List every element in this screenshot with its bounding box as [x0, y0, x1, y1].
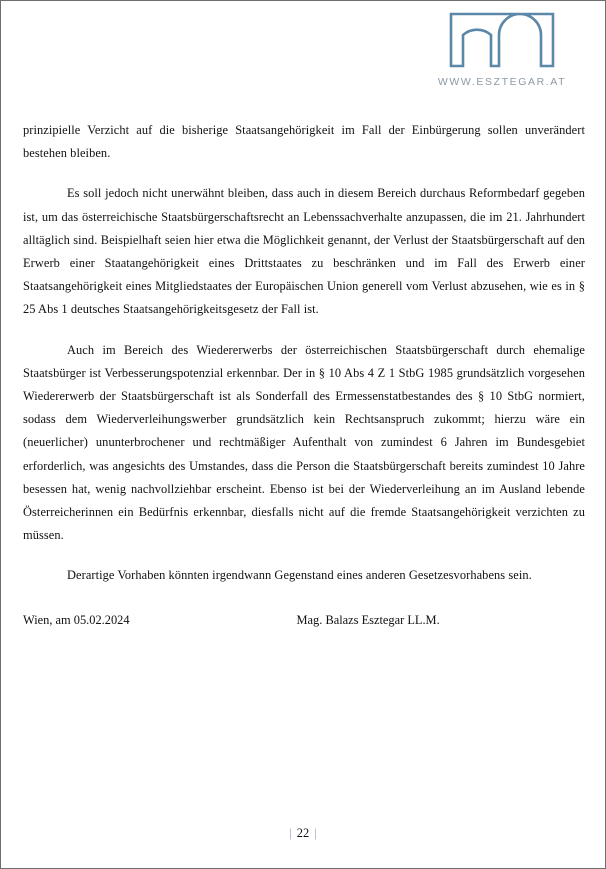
- body-paragraph-4: Derartige Vorhaben könnten irgendwann Gegenstand eines anderen Gesetzesvorhabens sein.: [67, 568, 532, 583]
- letterhead: [417, 11, 587, 88]
- page-footer: [1, 826, 605, 841]
- page-number: 22: [296, 826, 310, 840]
- body-paragraph-3: Auch im Bereich des Wiedererwerbs der österreichischen Staatsbürgerschaft durch ehemalige Staatsbürger ist Verbesserungspotenzial erkennbar. Der in § 10 Abs 4 Z 1 StbG 1985 grundsätzlich vorgesehen Wiedererwerb der Staatsbürgerschaft ist als Sonderfall des Ermessenstatbestandes des § 10 StbG normiert, sodass dem Wiederverleihungswerber grundsätzlich kein Rechtsanspruch zukommt; hierzu wäre ein (neuerlicher) ununterbrochener und rechtmäßiger Aufenthalt von zumindest 6 Jahren im Bundesgebiet erforderlich, was angesichts des Umstandes, dass die Person die Staatsbürgerschaft bereits zumindest 10 Jahre besessen hat, wenig nachvollziehbar erscheint. Ebenso ist bei der Wiederverleihung an im Ausland lebende Österreicherinnen ein Bedürfnis erkennbar, diesfalls nicht auf die fremde Staatsangehörigkeit verzichten zu müssen.: [23, 342, 585, 543]
- footer-bar-right: |: [314, 826, 317, 840]
- footer-bar-left: |: [289, 826, 292, 840]
- signature-block: [23, 610, 585, 630]
- signature-place-date: Wien, am 05.02.2024: [23, 613, 130, 627]
- signature-signer-name: Mag. Balazs Esztegar LL.M.: [296, 613, 440, 627]
- document-body: [23, 119, 585, 588]
- letterhead-tagline: WWW.ESZTEGAR.AT: [437, 76, 567, 88]
- body-paragraph-2: Es soll jedoch nicht unerwähnt bleiben, dass auch in diesem Bereich durchaus Reformbedarf gegeben ist, um das österreichische Staatsbürgerschaftsrecht an Lebenssachverhalte anzupassen, die im 21. Jahrhundert alltäglich sind. Beispielhaft seien hier etwa die Möglichkeit genannt, der Verlust der Staatsbürgerschaft auf den Erwerb einer Staatangehörigkeit eines Drittstaates zu beschränken und im Fall des Erwerb einer Staatsangehörigkeit eines Mitgliedstaates der Europäischen Union generell vom Verlust abzusehen, wie es in § 25 Abs 1 deutsches Staatsangehörigkeitsgesetz der Fall ist.: [23, 186, 585, 317]
- body-paragraph-1: prinzipielle Verzicht auf die bisherige Staatsangehörigkeit im Fall der Einbürgerung sollen unverändert bestehen bleiben.: [23, 123, 585, 161]
- esztegar-arch-logo-icon: [448, 11, 556, 69]
